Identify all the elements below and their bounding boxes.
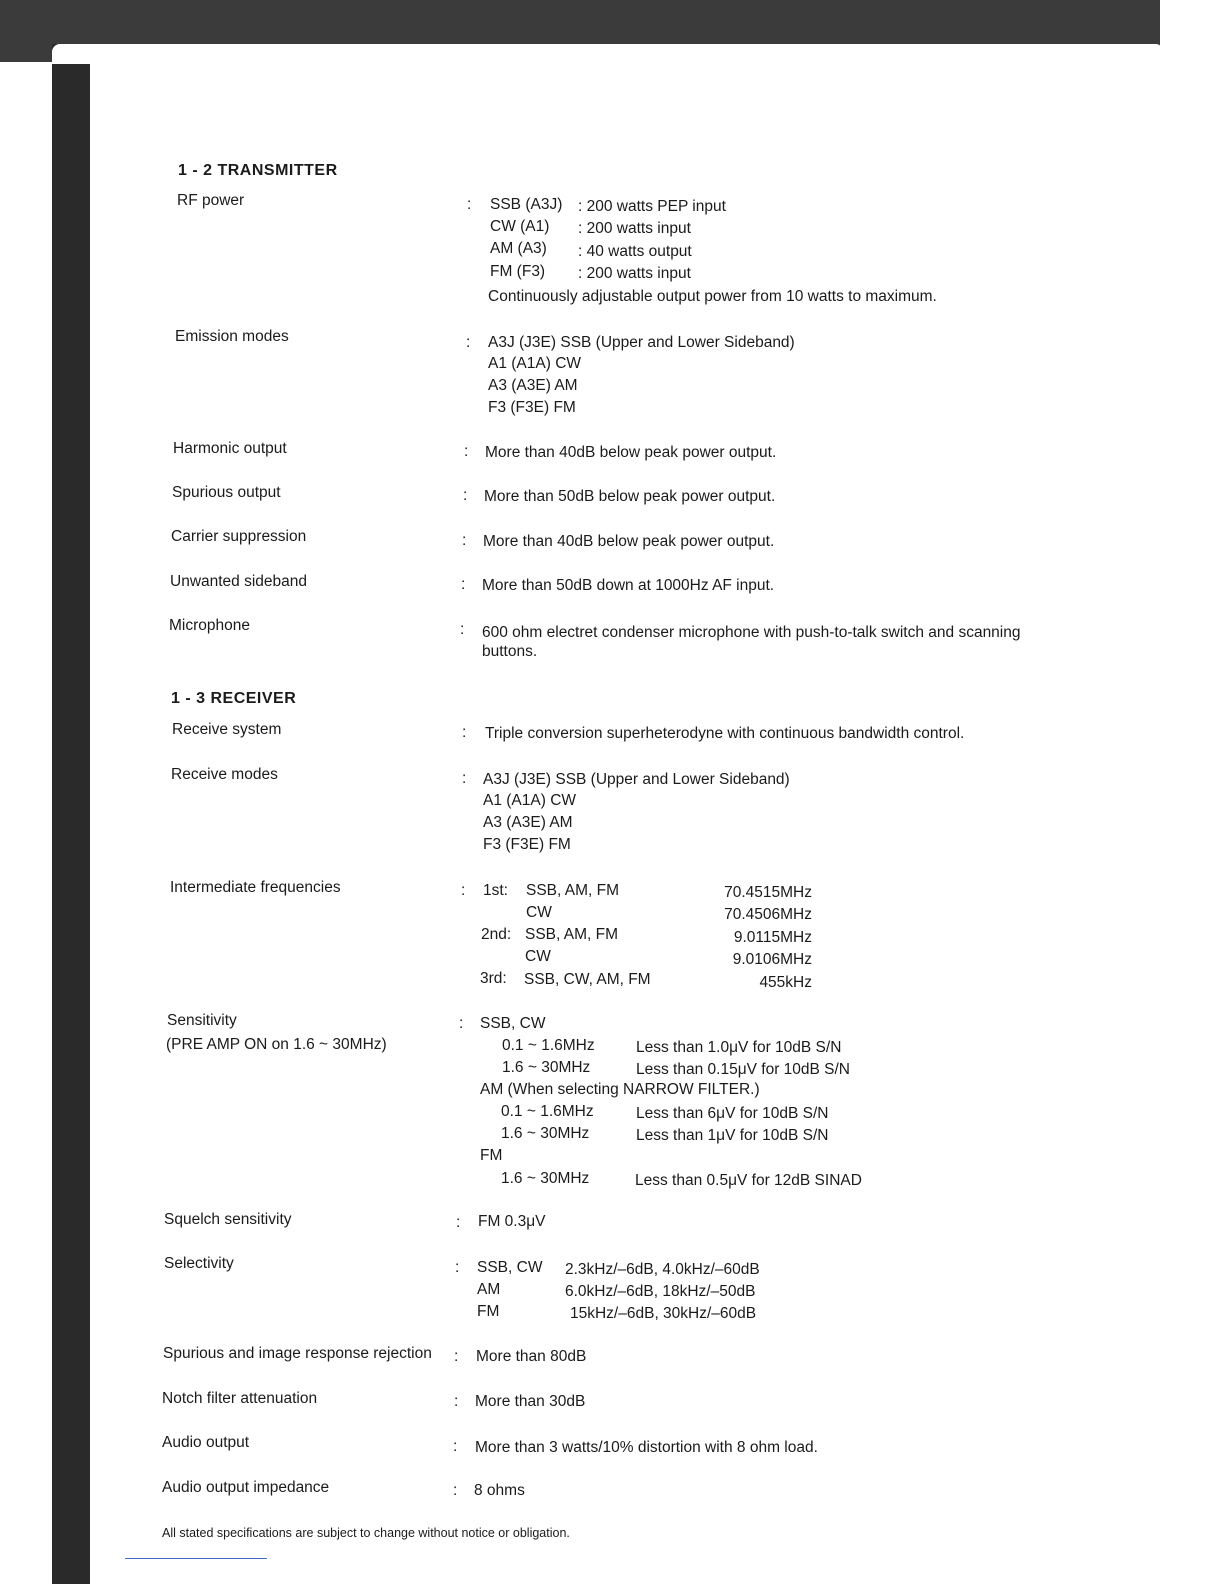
rf-mode: SSB (A3J) [490,196,563,213]
carrier-value: More than 40dB below peak power output. [483,533,775,550]
footnote-rule [125,1558,267,1559]
receive-system-colon: : [462,724,467,741]
rf-value: : 40 watts output [578,243,692,260]
image-rejection-colon: : [454,1348,459,1365]
selectivity-value: 2.3kHz/–6dB, 4.0kHz/–60dB [565,1261,760,1278]
sensitivity-range: 1.6 ~ 30MHz [501,1170,590,1187]
notch-colon: : [454,1393,459,1410]
sensitivity-range: 0.1 ~ 1.6MHz [502,1037,595,1054]
audio-impedance-value: 8 ohms [474,1482,525,1499]
footnote: All stated specifications are subject to change without notice or obligation. [162,1526,570,1540]
if-mode: SSB, AM, FM [525,926,619,943]
rf-mode: CW (A1) [490,218,550,235]
sensitivity-label: Sensitivity [167,1012,237,1029]
image-rejection-value: More than 80dB [476,1348,587,1365]
receiver-heading: 1 - 3 RECEIVER [171,690,297,707]
if-frequency: 70.4515MHz [724,884,812,901]
if-stage: 2nd: [481,926,512,943]
receive-mode-row: A3J (J3E) SSB (Upper and Lower Sideband) [483,771,790,788]
harmonic-label: Harmonic output [173,440,287,457]
sensitivity-sublabel: (PRE AMP ON on 1.6 ~ 30MHz) [166,1036,387,1053]
receive-system-label: Receive system [172,721,282,738]
selectivity-mode: AM [477,1281,501,1298]
selectivity-mode: FM [477,1303,500,1320]
sensitivity-value: Less than 0.15μV for 10dB S/N [636,1061,851,1078]
rf-value: : 200 watts input [578,220,691,237]
if-frequency: 455kHz [759,974,812,991]
receive-modes-label: Receive modes [171,766,278,783]
rf-value: : 200 watts PEP input [578,198,726,215]
sensitivity-range: 1.6 ~ 30MHz [502,1059,591,1076]
sensitivity-value: Less than 1.0μV for 10dB S/N [636,1039,842,1056]
notch-label: Notch filter attenuation [162,1390,318,1407]
microphone-value-line2: buttons. [482,643,538,660]
rf-power-label: RF power [177,192,245,209]
sensitivity-range: 0.1 ~ 1.6MHz [501,1103,594,1120]
emission-mode-row: A1 (A1A) CW [488,355,582,372]
rf-mode: FM (F3) [490,263,546,280]
unwanted-colon: : [461,576,466,593]
squelch-label: Squelch sensitivity [164,1211,292,1228]
microphone-colon: : [460,621,465,638]
emission-mode-row: A3 (A3E) AM [488,377,578,394]
rf-mode: AM (A3) [490,240,547,257]
rf-power-colon: : [467,196,472,213]
if-stage: 3rd: [480,970,507,987]
receive-mode-row: F3 (F3E) FM [483,836,571,853]
unwanted-sideband-label: Unwanted sideband [170,573,308,590]
audio-output-value: More than 3 watts/10% distortion with 8 ohm load. [475,1439,818,1456]
microphone-value-line1: 600 ohm electret condenser microphone with push-to-talk switch and scanning [482,624,1021,641]
if-frequency: 9.0115MHz [733,929,812,946]
sensitivity-value: Less than 6μV for 10dB S/N [636,1105,829,1122]
sensitivity-am-head: AM (When selecting NARROW FILTER.) [480,1081,760,1098]
harmonic-colon: : [464,443,469,460]
image-rejection-label: Spurious and image response rejection [163,1345,432,1362]
emission-mode-row: A3J (J3E) SSB (Upper and Lower Sideband) [488,334,795,351]
emission-colon: : [466,334,471,351]
harmonic-value: More than 40dB below peak power output. [485,444,777,461]
audio-output-label: Audio output [162,1434,250,1451]
receive-mode-row: A3 (A3E) AM [483,814,573,831]
sensitivity-ssb-head: SSB, CW [480,1015,546,1032]
notch-value: More than 30dB [475,1393,586,1410]
if-mode: CW [525,948,551,965]
squelch-colon: : [456,1214,461,1231]
audio-impedance-label: Audio output impedance [162,1479,330,1496]
receive-modes-colon: : [462,770,467,787]
sensitivity-fm-head: FM [480,1147,503,1164]
emission-mode-row: F3 (F3E) FM [488,399,576,416]
sensitivity-range: 1.6 ~ 30MHz [501,1125,590,1142]
audio-output-colon: : [453,1438,458,1455]
sensitivity-colon: : [459,1015,464,1032]
receive-mode-row: A1 (A1A) CW [483,792,577,809]
if-mode: SSB, AM, FM [526,882,620,899]
squelch-value: FM 0.3μV [478,1213,546,1230]
receive-system-value: Triple conversion superheterodyne with continuous bandwidth control. [485,725,965,742]
if-label: Intermediate frequencies [170,879,341,896]
sensitivity-value: Less than 1μV for 10dB S/N [636,1127,829,1144]
if-frequency: 70.4506MHz [724,906,812,923]
if-mode: CW [526,904,552,921]
sensitivity-value: Less than 0.5μV for 12dB SINAD [635,1172,862,1189]
selectivity-value: 6.0kHz/–6dB, 18kHz/–50dB [565,1283,756,1300]
transmitter-heading: 1 - 2 TRANSMITTER [178,162,338,179]
spurious-colon: : [463,487,468,504]
microphone-label: Microphone [169,617,250,634]
selectivity-label: Selectivity [164,1255,234,1272]
carrier-label: Carrier suppression [171,528,307,545]
spurious-value: More than 50dB below peak power output. [484,488,776,505]
selectivity-value: 15kHz/–6dB, 30kHz/–60dB [570,1305,757,1322]
if-stage: 1st: [483,882,508,899]
rf-power-note: Continuously adjustable output power from 10 watts to maximum. [488,288,937,305]
if-frequency: 9.0106MHz [732,951,812,968]
audio-impedance-colon: : [453,1482,458,1499]
selectivity-colon: : [455,1259,460,1276]
emission-modes-label: Emission modes [175,328,289,345]
rf-value: : 200 watts input [578,265,691,282]
selectivity-mode: SSB, CW [477,1259,543,1276]
if-colon: : [461,882,466,899]
carrier-colon: : [462,532,467,549]
unwanted-sideband-value: More than 50dB down at 1000Hz AF input. [482,577,775,594]
spurious-label: Spurious output [172,484,281,501]
if-mode: SSB, CW, AM, FM [524,971,651,988]
